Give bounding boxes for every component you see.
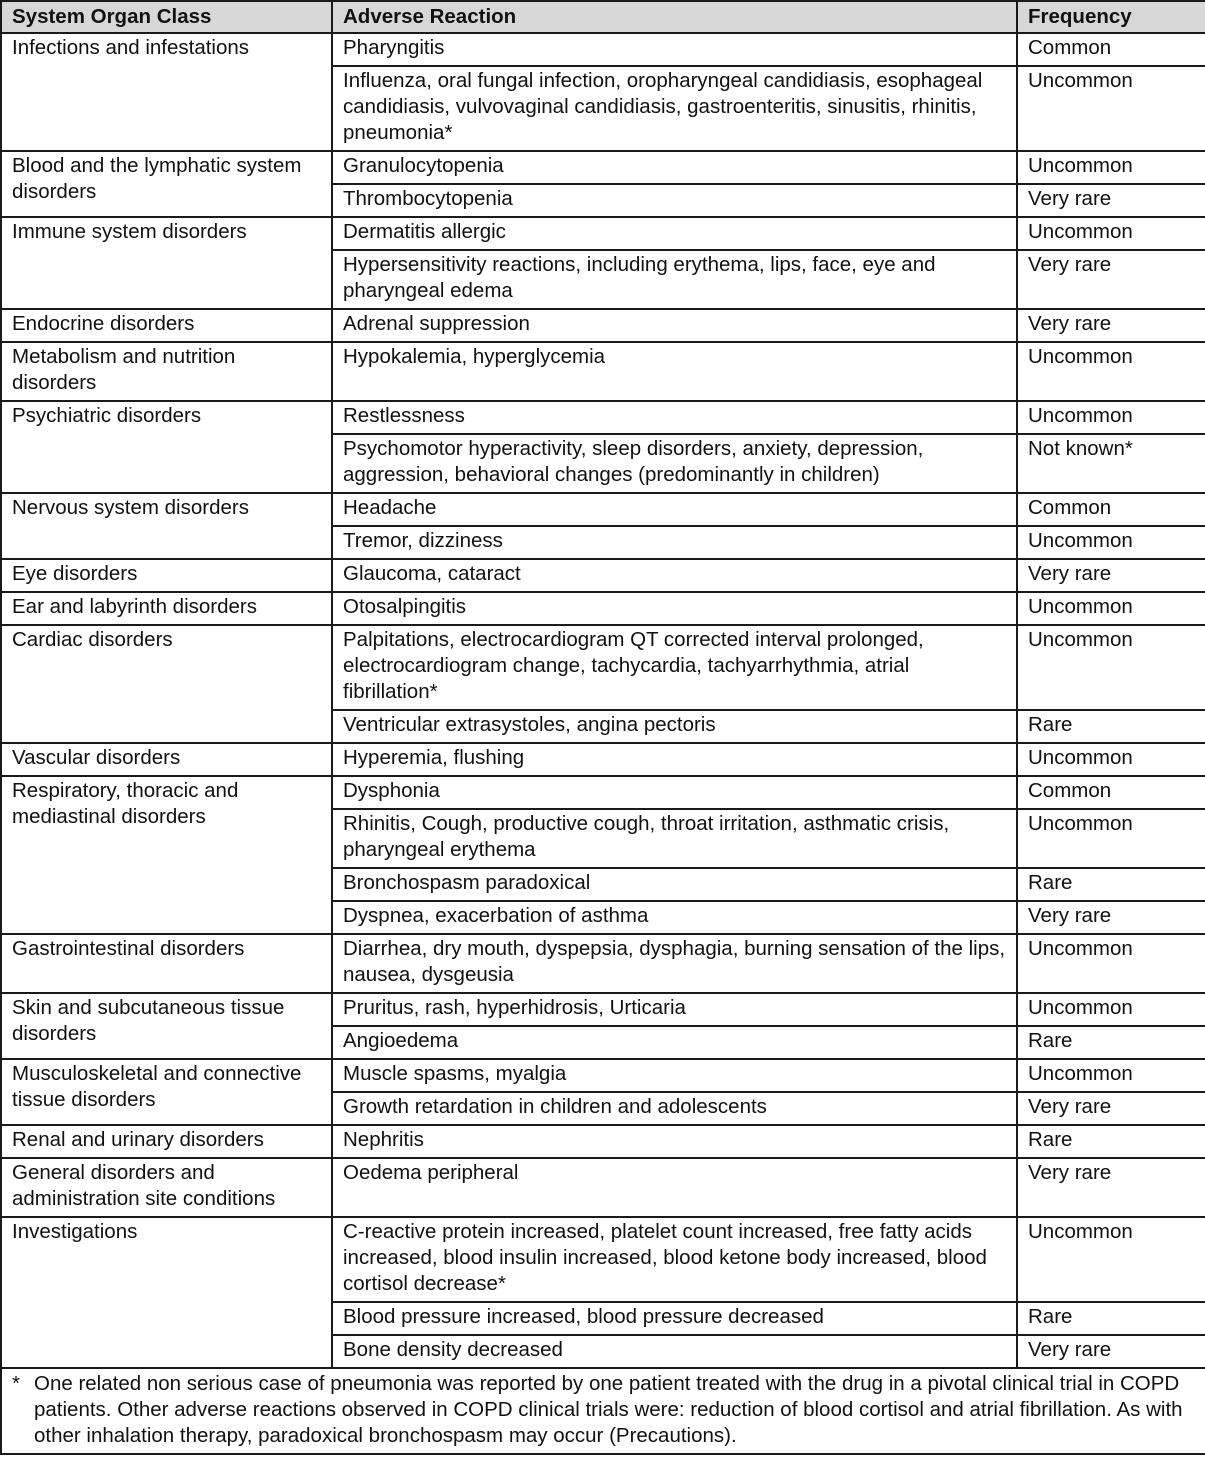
- system-organ-class-cell: Vascular disorders: [1, 743, 332, 776]
- table-row: [1, 625, 1205, 710]
- frequency-cell: Very rare: [1017, 184, 1205, 217]
- table-row: [1, 309, 1205, 342]
- adverse-reaction-cell: Tremor, dizziness: [332, 526, 1017, 559]
- table-row: [1, 592, 1205, 625]
- frequency-cell: Rare: [1017, 1125, 1205, 1158]
- adverse-reaction-cell: Palpitations, electrocardiogram QT corrected interval prolonged, electrocardiogram change, tachycardia, tachyarrhythmia, atrial fibrillation*: [332, 625, 1017, 710]
- frequency-cell: Very rare: [1017, 1335, 1205, 1368]
- frequency-cell: Uncommon: [1017, 401, 1205, 434]
- frequency-cell: Rare: [1017, 868, 1205, 901]
- adverse-reaction-cell: Ventricular extrasystoles, angina pectoris: [332, 710, 1017, 743]
- frequency-cell: Uncommon: [1017, 526, 1205, 559]
- frequency-cell: Uncommon: [1017, 66, 1205, 151]
- system-organ-class-cell: Cardiac disorders: [1, 625, 332, 743]
- table-row: [1, 217, 1205, 250]
- table-row: [1, 934, 1205, 993]
- table-row: [1, 1158, 1205, 1217]
- adverse-reaction-cell: Dermatitis allergic: [332, 217, 1017, 250]
- frequency-cell: Uncommon: [1017, 217, 1205, 250]
- adverse-reaction-cell: Pruritus, rash, hyperhidrosis, Urticaria: [332, 993, 1017, 1026]
- frequency-cell: Very rare: [1017, 559, 1205, 592]
- frequency-cell: Uncommon: [1017, 151, 1205, 184]
- adverse-reaction-cell: Diarrhea, dry mouth, dyspepsia, dysphagia, burning sensation of the lips, nausea, dysgeusia: [332, 934, 1017, 993]
- system-organ-class-cell: Infections and infestations: [1, 33, 332, 151]
- frequency-cell: Very rare: [1017, 1158, 1205, 1217]
- header-adverse-reaction: Adverse Reaction: [332, 1, 1017, 33]
- system-organ-class-cell: Blood and the lymphatic system disorders: [1, 151, 332, 217]
- frequency-cell: Uncommon: [1017, 993, 1205, 1026]
- header-system-organ-class: System Organ Class: [1, 1, 332, 33]
- frequency-cell: Uncommon: [1017, 743, 1205, 776]
- system-organ-class-cell: Respiratory, thoracic and mediastinal disorders: [1, 776, 332, 934]
- frequency-cell: Very rare: [1017, 901, 1205, 934]
- adverse-reaction-cell: Restlessness: [332, 401, 1017, 434]
- table-row: [1, 1125, 1205, 1158]
- adverse-reaction-cell: Rhinitis, Cough, productive cough, throat irritation, asthmatic crisis, pharyngeal erythema: [332, 809, 1017, 868]
- adverse-reaction-cell: Influenza, oral fungal infection, oropharyngeal candidiasis, esophageal candidiasis, vulvovaginal candidiasis, gastroenteritis, sinusitis, rhinitis, pneumonia*: [332, 66, 1017, 151]
- footnote-text: One related non serious case of pneumonia was reported by one patient treated with the drug in a pivotal clinical trial in COPD patients. Other adverse reactions observed in COPD clinical trials were: reduction of blood cortisol and atrial fibrillation. As with other inhalation therapy, paradoxical bronchospasm may occur (Precautions).: [34, 1372, 1183, 1447]
- adverse-reaction-cell: Growth retardation in children and adolescents: [332, 1092, 1017, 1125]
- adverse-reaction-cell: Blood pressure increased, blood pressure decreased: [332, 1302, 1017, 1335]
- system-organ-class-cell: Skin and subcutaneous tissue disorders: [1, 993, 332, 1059]
- table-row: [1, 493, 1205, 526]
- system-organ-class-cell: Investigations: [1, 1217, 332, 1368]
- system-organ-class-cell: Endocrine disorders: [1, 309, 332, 342]
- system-organ-class-cell: Gastrointestinal disorders: [1, 934, 332, 993]
- frequency-cell: Uncommon: [1017, 934, 1205, 993]
- system-organ-class-cell: Renal and urinary disorders: [1, 1125, 332, 1158]
- table-row: [1, 1217, 1205, 1302]
- table-row: [1, 776, 1205, 809]
- frequency-cell: Uncommon: [1017, 1059, 1205, 1092]
- frequency-cell: Uncommon: [1017, 1217, 1205, 1302]
- frequency-cell: Very rare: [1017, 1092, 1205, 1125]
- adverse-reaction-cell: Hypokalemia, hyperglycemia: [332, 342, 1017, 401]
- frequency-cell: Uncommon: [1017, 809, 1205, 868]
- adverse-reaction-cell: Thrombocytopenia: [332, 184, 1017, 217]
- frequency-cell: Very rare: [1017, 250, 1205, 309]
- system-organ-class-cell: Psychiatric disorders: [1, 401, 332, 493]
- frequency-cell: Common: [1017, 493, 1205, 526]
- system-organ-class-cell: Ear and labyrinth disorders: [1, 592, 332, 625]
- adverse-reaction-cell: Granulocytopenia: [332, 151, 1017, 184]
- frequency-cell: Rare: [1017, 1302, 1205, 1335]
- frequency-cell: Not known*: [1017, 434, 1205, 493]
- frequency-cell: Uncommon: [1017, 342, 1205, 401]
- table-row: [1, 1059, 1205, 1092]
- adverse-reaction-cell: Dyspnea, exacerbation of asthma: [332, 901, 1017, 934]
- adverse-reaction-cell: Oedema peripheral: [332, 1158, 1017, 1217]
- adverse-reaction-cell: Glaucoma, cataract: [332, 559, 1017, 592]
- frequency-cell: Common: [1017, 776, 1205, 809]
- system-organ-class-cell: Nervous system disorders: [1, 493, 332, 559]
- adverse-reaction-cell: Hypersensitivity reactions, including erythema, lips, face, eye and pharyngeal edema: [332, 250, 1017, 309]
- table-row: [1, 401, 1205, 434]
- adverse-reaction-cell: Adrenal suppression: [332, 309, 1017, 342]
- system-organ-class-cell: General disorders and administration site conditions: [1, 1158, 332, 1217]
- footnote-cell: [1, 1368, 1205, 1454]
- table-row: [1, 559, 1205, 592]
- table-row: [1, 993, 1205, 1026]
- adverse-reaction-cell: Nephritis: [332, 1125, 1017, 1158]
- frequency-cell: Common: [1017, 33, 1205, 66]
- frequency-cell: Rare: [1017, 710, 1205, 743]
- adverse-reaction-cell: Psychomotor hyperactivity, sleep disorders, anxiety, depression, aggression, behavioral changes (predominantly in children): [332, 434, 1017, 493]
- system-organ-class-cell: Musculoskeletal and connective tissue disorders: [1, 1059, 332, 1125]
- adverse-reaction-cell: Headache: [332, 493, 1017, 526]
- frequency-cell: Very rare: [1017, 309, 1205, 342]
- table-row: [1, 33, 1205, 66]
- adverse-reaction-cell: Hyperemia, flushing: [332, 743, 1017, 776]
- adverse-reaction-cell: Dysphonia: [332, 776, 1017, 809]
- system-organ-class-cell: Immune system disorders: [1, 217, 332, 309]
- table-row: [1, 743, 1205, 776]
- footnote-row: [1, 1368, 1205, 1454]
- header-frequency: Frequency: [1017, 1, 1205, 33]
- adverse-reaction-cell: Otosalpingitis: [332, 592, 1017, 625]
- frequency-cell: Uncommon: [1017, 592, 1205, 625]
- system-organ-class-cell: Metabolism and nutrition disorders: [1, 342, 332, 401]
- adverse-reaction-cell: Pharyngitis: [332, 33, 1017, 66]
- adverse-reaction-cell: C-reactive protein increased, platelet count increased, free fatty acids increased, blood insulin increased, blood ketone body increased, blood cortisol decrease*: [332, 1217, 1017, 1302]
- table-body: [1, 33, 1205, 1368]
- adverse-reaction-cell: Angioedema: [332, 1026, 1017, 1059]
- frequency-cell: Rare: [1017, 1026, 1205, 1059]
- adverse-reaction-cell: Bronchospasm paradoxical: [332, 868, 1017, 901]
- footnote-mark: *: [12, 1372, 20, 1395]
- table-row: [1, 342, 1205, 401]
- adverse-reaction-cell: Bone density decreased: [332, 1335, 1017, 1368]
- header-row: [1, 1, 1205, 33]
- system-organ-class-cell: Eye disorders: [1, 559, 332, 592]
- frequency-cell: Uncommon: [1017, 625, 1205, 710]
- table-row: [1, 151, 1205, 184]
- adverse-reaction-cell: Muscle spasms, myalgia: [332, 1059, 1017, 1092]
